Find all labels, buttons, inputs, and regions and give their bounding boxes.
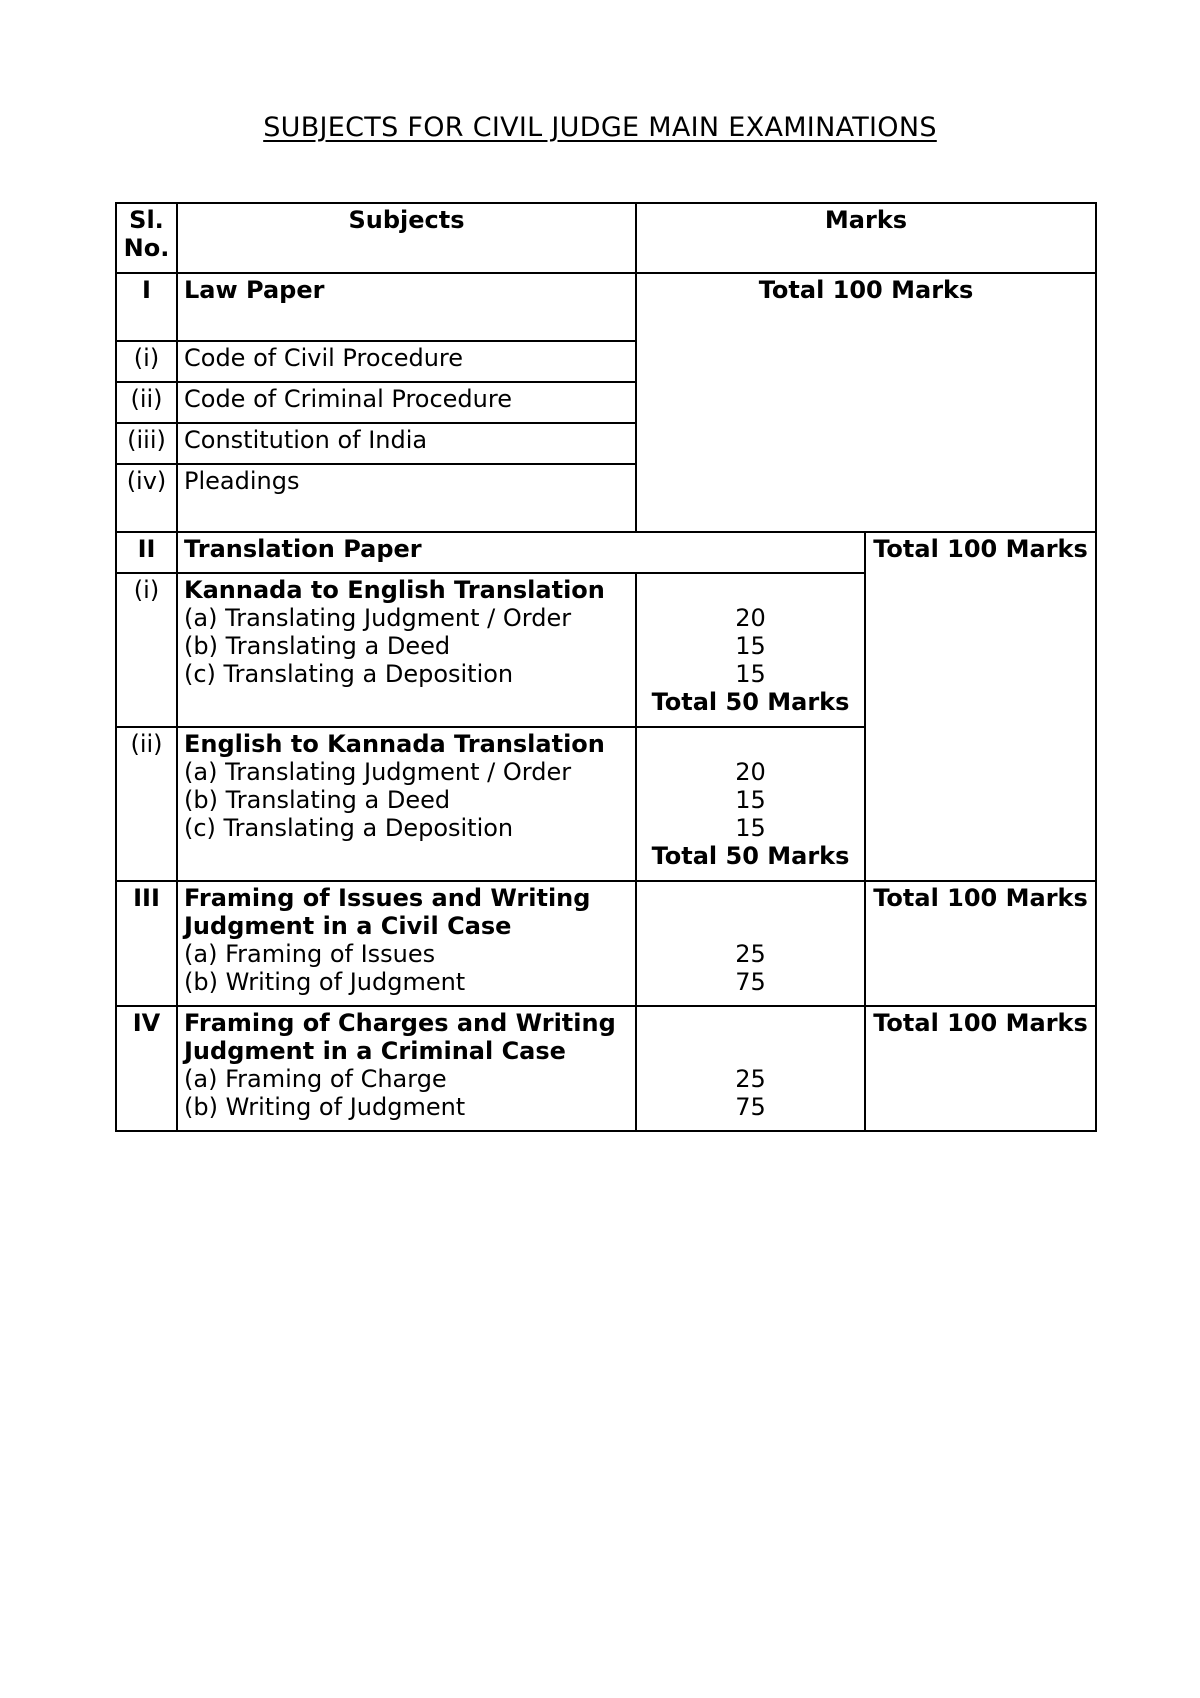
mark-value: 20 — [735, 604, 766, 632]
law-item-sl: (iv) — [116, 464, 177, 532]
mark-value: 25 — [735, 940, 766, 968]
translation-part-line: (b) Translating a Deed — [184, 632, 451, 660]
law-paper-title: Law Paper — [177, 273, 636, 341]
translation-part-marks — [636, 727, 865, 881]
civil-case-subjects — [177, 881, 636, 1006]
law-item-name: Code of Civil Procedure — [177, 341, 636, 382]
civil-case-line: (a) Framing of Issues — [184, 940, 436, 968]
law-item-sl: (ii) — [116, 382, 177, 423]
law-item-name: Pleadings — [177, 464, 636, 532]
mark-value: 75 — [735, 968, 766, 996]
mark-value: 15 — [735, 814, 766, 842]
header-row — [116, 203, 1096, 273]
criminal-case-row — [116, 1006, 1096, 1131]
translation-part-line: (c) Translating a Deposition — [184, 660, 514, 688]
mark-value: 25 — [735, 1065, 766, 1093]
criminal-case-title: Framing of Charges and Writing Judgment in a Criminal Case — [184, 1009, 616, 1065]
civil-case-marks — [636, 881, 865, 1006]
translation-part-line: (b) Translating a Deed — [184, 786, 451, 814]
criminal-case-marks — [636, 1006, 865, 1131]
translation-paper-row — [116, 532, 1096, 573]
law-item-sl: (i) — [116, 341, 177, 382]
mark-value: 15 — [735, 660, 766, 688]
law-paper-row — [116, 273, 1096, 341]
translation-paper-sl: II — [116, 532, 177, 573]
subjects-table — [115, 202, 1097, 1132]
civil-case-total: Total 100 Marks — [865, 881, 1096, 1006]
criminal-case-line: (b) Writing of Judgment — [184, 1093, 466, 1121]
translation-part-marks — [636, 573, 865, 727]
criminal-case-subjects — [177, 1006, 636, 1131]
mark-value: 15 — [735, 786, 766, 814]
subtotal-marks: Total 50 Marks — [651, 842, 850, 870]
translation-paper-title: Translation Paper — [177, 532, 865, 573]
law-paper-sl: I — [116, 273, 177, 341]
header-sl-no: Sl. No. — [116, 203, 177, 273]
civil-case-row — [116, 881, 1096, 1006]
translation-part-sl: (ii) — [116, 727, 177, 881]
law-item-sl: (iii) — [116, 423, 177, 464]
criminal-case-sl: IV — [116, 1006, 177, 1131]
civil-case-title: Framing of Issues and Writing Judgment in a Civil Case — [184, 884, 591, 940]
mark-value: 75 — [735, 1093, 766, 1121]
criminal-case-total: Total 100 Marks — [865, 1006, 1096, 1131]
translation-part-line: (a) Translating Judgment / Order — [184, 604, 572, 632]
law-paper-total: Total 100 Marks — [636, 273, 1096, 532]
law-item-name: Code of Criminal Procedure — [177, 382, 636, 423]
civil-case-sl: III — [116, 881, 177, 1006]
translation-part-line: (c) Translating a Deposition — [184, 814, 514, 842]
mark-value: 15 — [735, 632, 766, 660]
translation-part-sl: (i) — [116, 573, 177, 727]
translation-part-subjects — [177, 573, 636, 727]
translation-part-title: Kannada to English Translation — [184, 576, 605, 604]
law-item-name: Constitution of India — [177, 423, 636, 464]
subtotal-marks: Total 50 Marks — [651, 688, 850, 716]
header-marks: Marks — [636, 203, 1096, 273]
criminal-case-line: (a) Framing of Charge — [184, 1065, 447, 1093]
mark-value: 20 — [735, 758, 766, 786]
translation-part-title: English to Kannada Translation — [184, 730, 605, 758]
header-subjects: Subjects — [177, 203, 636, 273]
translation-paper-total: Total 100 Marks — [865, 532, 1096, 881]
translation-part-subjects — [177, 727, 636, 881]
page-title: SUBJECTS FOR CIVIL JUDGE MAIN EXAMINATIONS — [263, 112, 937, 143]
civil-case-line: (b) Writing of Judgment — [184, 968, 466, 996]
translation-part-line: (a) Translating Judgment / Order — [184, 758, 572, 786]
